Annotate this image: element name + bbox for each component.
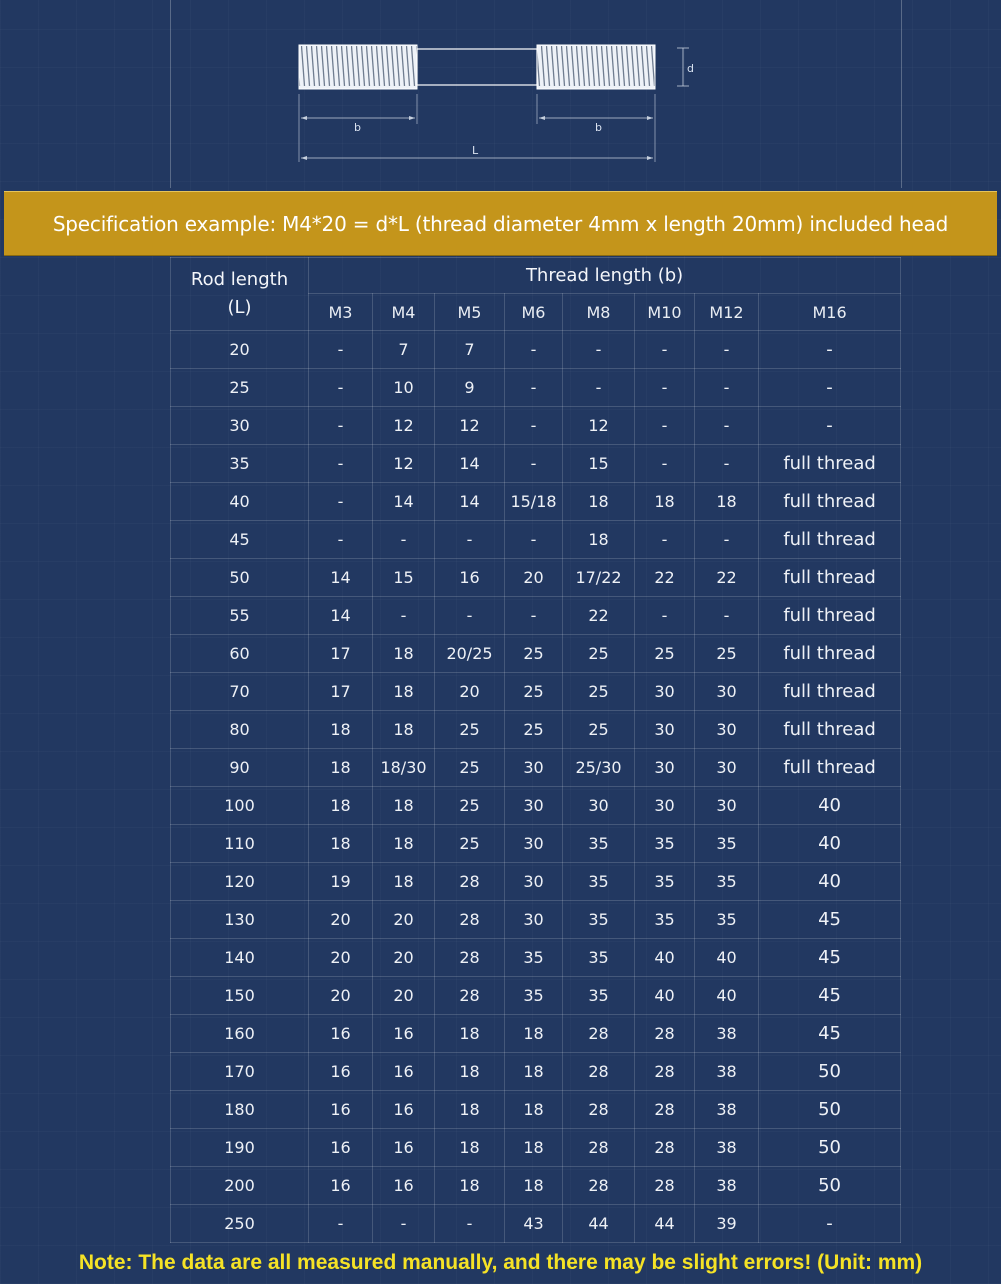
thread-cell-m12: 35 [695, 901, 759, 939]
rod-length-cell: 90 [171, 749, 309, 787]
thread-cell-m8: 28 [563, 1091, 635, 1129]
rod-length-cell: 55 [171, 597, 309, 635]
thread-cell-m3: 18 [309, 749, 373, 787]
rod-length-cell: 180 [171, 1091, 309, 1129]
thread-cell-m8: 25 [563, 673, 635, 711]
thread-cell-m10: - [635, 597, 695, 635]
thread-cell-m16: - [759, 369, 901, 407]
rod-length-cell: 70 [171, 673, 309, 711]
thread-cell-m5: - [435, 1205, 505, 1243]
thread-cell-m16: full thread [759, 445, 901, 483]
thread-cell-m8: 18 [563, 521, 635, 559]
thread-cell-m3: 18 [309, 825, 373, 863]
thread-cell-m3: 20 [309, 977, 373, 1015]
thread-cell-m6: 18 [505, 1167, 563, 1205]
thread-cell-m8: 22 [563, 597, 635, 635]
thread-cell-m12: 38 [695, 1015, 759, 1053]
table-row [171, 1091, 901, 1129]
thread-cell-m5: 20/25 [435, 635, 505, 673]
thread-cell-m16: 50 [759, 1167, 901, 1205]
thread-cell-m16: 45 [759, 901, 901, 939]
thread-cell-m12: - [695, 331, 759, 369]
thread-cell-m8: 25/30 [563, 749, 635, 787]
stud-bolt-diagram [170, 0, 902, 188]
thread-cell-m6: - [505, 597, 563, 635]
thread-cell-m3: 16 [309, 1091, 373, 1129]
thread-cell-m16: 40 [759, 825, 901, 863]
thread-cell-m3: - [309, 445, 373, 483]
thread-cell-m4: - [373, 1205, 435, 1243]
thread-cell-m5: 25 [435, 787, 505, 825]
rod-length-cell: 20 [171, 331, 309, 369]
thread-cell-m6: 15/18 [505, 483, 563, 521]
thread-cell-m6: 18 [505, 1015, 563, 1053]
thread-cell-m16: - [759, 331, 901, 369]
thread-cell-m8: 25 [563, 635, 635, 673]
thread-cell-m5: 9 [435, 369, 505, 407]
thread-cell-m4: 18 [373, 673, 435, 711]
thread-cell-m5: 16 [435, 559, 505, 597]
thread-cell-m6: 18 [505, 1053, 563, 1091]
thread-cell-m4: 16 [373, 1015, 435, 1053]
thread-cell-m16: full thread [759, 711, 901, 749]
label-d: d [687, 62, 694, 75]
table-row [171, 673, 901, 711]
thread-cell-m5: 18 [435, 1053, 505, 1091]
thread-cell-m6: 43 [505, 1205, 563, 1243]
specification-banner [4, 191, 997, 256]
thread-cell-m16: 40 [759, 863, 901, 901]
rod-length-header-line1: Rod length [190, 269, 289, 290]
rod-length-cell: 170 [171, 1053, 309, 1091]
thread-cell-m10: 28 [635, 1091, 695, 1129]
thread-cell-m3: 18 [309, 787, 373, 825]
thread-cell-m8: 35 [563, 977, 635, 1015]
thread-cell-m4: 16 [373, 1129, 435, 1167]
thread-cell-m5: 18 [435, 1015, 505, 1053]
thread-cell-m10: 30 [635, 749, 695, 787]
thread-cell-m8: - [563, 331, 635, 369]
col-header-m10: M10 [635, 294, 695, 331]
thread-cell-m10: - [635, 445, 695, 483]
thread-cell-m3: 16 [309, 1129, 373, 1167]
note-text: Note: The data are all measured manually, and there may be slight errors! (Unit: mm) [78, 1251, 923, 1274]
thread-cell-m5: 14 [435, 445, 505, 483]
thread-cell-m6: 18 [505, 1129, 563, 1167]
thread-cell-m12: 30 [695, 787, 759, 825]
thread-cell-m8: 28 [563, 1053, 635, 1091]
table-row [171, 787, 901, 825]
thread-cell-m5: 18 [435, 1167, 505, 1205]
thread-cell-m8: 25 [563, 711, 635, 749]
thread-cell-m8: - [563, 369, 635, 407]
rod-length-cell: 200 [171, 1167, 309, 1205]
thread-cell-m5: 18 [435, 1129, 505, 1167]
thread-cell-m12: 30 [695, 749, 759, 787]
thread-cell-m12: 35 [695, 825, 759, 863]
rod-length-cell: 50 [171, 559, 309, 597]
table-row [171, 1167, 901, 1205]
table-row [171, 407, 901, 445]
thread-cell-m3: - [309, 369, 373, 407]
rod-length-cell: 35 [171, 445, 309, 483]
rod-length-cell: 190 [171, 1129, 309, 1167]
thread-cell-m3: 17 [309, 673, 373, 711]
thread-cell-m8: 35 [563, 939, 635, 977]
rod-length-cell: 140 [171, 939, 309, 977]
thread-cell-m10: - [635, 407, 695, 445]
label-b-left: b [354, 121, 361, 134]
thread-cell-m3: 17 [309, 635, 373, 673]
thread-cell-m3: 19 [309, 863, 373, 901]
rod-length-cell: 130 [171, 901, 309, 939]
thread-cell-m8: 15 [563, 445, 635, 483]
thread-cell-m4: - [373, 597, 435, 635]
thread-cell-m10: 22 [635, 559, 695, 597]
label-b-right: b [595, 121, 602, 134]
label-L: L [472, 144, 479, 157]
thread-cell-m8: 28 [563, 1167, 635, 1205]
thread-cell-m4: 20 [373, 977, 435, 1015]
table-row [171, 597, 901, 635]
thread-cell-m5: 7 [435, 331, 505, 369]
thread-cell-m3: - [309, 1205, 373, 1243]
thread-cell-m12: 40 [695, 977, 759, 1015]
thread-cell-m4: 12 [373, 407, 435, 445]
thread-cell-m8: 30 [563, 787, 635, 825]
thread-length-table [170, 257, 901, 1243]
thread-cell-m3: 18 [309, 711, 373, 749]
thread-cell-m16: 50 [759, 1053, 901, 1091]
thread-cell-m10: 30 [635, 673, 695, 711]
thread-cell-m12: 38 [695, 1053, 759, 1091]
thread-cell-m6: 30 [505, 787, 563, 825]
measurement-note [0, 1246, 1001, 1280]
thread-cell-m3: 16 [309, 1053, 373, 1091]
thread-cell-m4: 18/30 [373, 749, 435, 787]
thread-cell-m10: 18 [635, 483, 695, 521]
table-row [171, 445, 901, 483]
thread-cell-m5: 28 [435, 863, 505, 901]
rod-length-cell: 160 [171, 1015, 309, 1053]
thread-cell-m16: 40 [759, 787, 901, 825]
table-header-row [171, 258, 901, 294]
rod-length-cell: 40 [171, 483, 309, 521]
thread-cell-m12: 30 [695, 711, 759, 749]
thread-cell-m12: 38 [695, 1091, 759, 1129]
thread-cell-m16: full thread [759, 673, 901, 711]
table-row [171, 635, 901, 673]
thread-cell-m10: 44 [635, 1205, 695, 1243]
thread-cell-m5: 28 [435, 977, 505, 1015]
thread-cell-m10: 35 [635, 863, 695, 901]
thread-cell-m4: 7 [373, 331, 435, 369]
table-row [171, 521, 901, 559]
thread-cell-m8: 12 [563, 407, 635, 445]
thread-cell-m6: - [505, 331, 563, 369]
table-row [171, 749, 901, 787]
thread-cell-m4: 18 [373, 787, 435, 825]
thread-cell-m5: 12 [435, 407, 505, 445]
table-row [171, 559, 901, 597]
col-header-m3: M3 [309, 294, 373, 331]
thread-cell-m6: 20 [505, 559, 563, 597]
thread-cell-m10: 25 [635, 635, 695, 673]
table-row [171, 1053, 901, 1091]
thread-cell-m6: 25 [505, 711, 563, 749]
thread-cell-m10: 28 [635, 1015, 695, 1053]
thread-cell-m6: 25 [505, 673, 563, 711]
thread-cell-m5: 25 [435, 711, 505, 749]
thread-cell-m4: 16 [373, 1053, 435, 1091]
thread-cell-m6: 35 [505, 939, 563, 977]
thread-cell-m6: 18 [505, 1091, 563, 1129]
thread-cell-m4: 20 [373, 939, 435, 977]
thread-cell-m10: 40 [635, 939, 695, 977]
thread-cell-m10: 28 [635, 1129, 695, 1167]
thread-cell-m16: full thread [759, 559, 901, 597]
thread-cell-m3: 20 [309, 939, 373, 977]
thread-cell-m4: 16 [373, 1167, 435, 1205]
table-row [171, 977, 901, 1015]
thread-cell-m3: 20 [309, 901, 373, 939]
stud-bolt-drawing [171, 0, 903, 188]
thread-cell-m12: - [695, 407, 759, 445]
thread-length-header: Thread length (b) [309, 258, 901, 294]
thread-cell-m12: - [695, 597, 759, 635]
rod-shank [417, 49, 537, 85]
table-row [171, 863, 901, 901]
thread-cell-m12: 30 [695, 673, 759, 711]
rod-length-header-line2: (L) [227, 297, 252, 318]
thread-cell-m16: 50 [759, 1091, 901, 1129]
thread-cell-m6: 30 [505, 825, 563, 863]
col-header-m6: M6 [505, 294, 563, 331]
thread-cell-m12: 40 [695, 939, 759, 977]
thread-cell-m3: - [309, 407, 373, 445]
thread-cell-m12: - [695, 369, 759, 407]
thread-cell-m12: 39 [695, 1205, 759, 1243]
thread-cell-m16: 50 [759, 1129, 901, 1167]
thread-cell-m4: 18 [373, 825, 435, 863]
table-body [171, 331, 901, 1243]
table-row [171, 483, 901, 521]
thread-cell-m5: 28 [435, 939, 505, 977]
rod-length-cell: 120 [171, 863, 309, 901]
col-header-m16: M16 [759, 294, 901, 331]
thread-cell-m4: 18 [373, 863, 435, 901]
thread-cell-m16: 45 [759, 939, 901, 977]
rod-length-cell: 110 [171, 825, 309, 863]
table-row [171, 901, 901, 939]
table-row [171, 1205, 901, 1243]
thread-cell-m5: - [435, 521, 505, 559]
thread-cell-m12: - [695, 445, 759, 483]
thread-cell-m16: full thread [759, 483, 901, 521]
thread-cell-m16: full thread [759, 597, 901, 635]
thread-cell-m8: 28 [563, 1015, 635, 1053]
rod-length-cell: 250 [171, 1205, 309, 1243]
thread-cell-m16: 45 [759, 1015, 901, 1053]
thread-cell-m8: 35 [563, 863, 635, 901]
thread-cell-m16: 45 [759, 977, 901, 1015]
rod-length-cell: 150 [171, 977, 309, 1015]
thread-cell-m5: 28 [435, 901, 505, 939]
thread-cell-m5: 20 [435, 673, 505, 711]
thread-cell-m4: 12 [373, 445, 435, 483]
thread-cell-m10: - [635, 521, 695, 559]
thread-cell-m4: 20 [373, 901, 435, 939]
thread-cell-m4: 15 [373, 559, 435, 597]
thread-cell-m4: 18 [373, 711, 435, 749]
thread-cell-m16: - [759, 407, 901, 445]
table-row [171, 711, 901, 749]
thread-cell-m3: 14 [309, 559, 373, 597]
thread-cell-m4: 16 [373, 1091, 435, 1129]
thread-cell-m5: 25 [435, 825, 505, 863]
rod-length-cell: 60 [171, 635, 309, 673]
thread-cell-m10: 30 [635, 787, 695, 825]
thread-cell-m12: 22 [695, 559, 759, 597]
thread-cell-m4: 10 [373, 369, 435, 407]
thread-cell-m12: 38 [695, 1167, 759, 1205]
thread-cell-m6: - [505, 369, 563, 407]
rod-length-cell: 45 [171, 521, 309, 559]
thread-cell-m6: - [505, 445, 563, 483]
thread-cell-m6: 35 [505, 977, 563, 1015]
rod-length-cell: 25 [171, 369, 309, 407]
specification-text: Specification example: M4*20 = d*L (thread diameter 4mm x length 20mm) included head [52, 211, 949, 236]
col-header-m8: M8 [563, 294, 635, 331]
thread-cell-m8: 18 [563, 483, 635, 521]
thread-cell-m8: 17/22 [563, 559, 635, 597]
thread-cell-m16: full thread [759, 749, 901, 787]
thread-cell-m12: 18 [695, 483, 759, 521]
table-row [171, 1015, 901, 1053]
thread-cell-m5: 14 [435, 483, 505, 521]
thread-cell-m5: 25 [435, 749, 505, 787]
thread-cell-m10: - [635, 331, 695, 369]
thread-cell-m16: - [759, 1205, 901, 1243]
thread-cell-m6: 30 [505, 863, 563, 901]
thread-cell-m5: - [435, 597, 505, 635]
thread-cell-m10: 28 [635, 1053, 695, 1091]
thread-cell-m8: 35 [563, 901, 635, 939]
rod-length-cell: 30 [171, 407, 309, 445]
thread-cell-m6: 30 [505, 901, 563, 939]
thread-cell-m8: 35 [563, 825, 635, 863]
thread-cell-m3: - [309, 521, 373, 559]
thread-cell-m4: 18 [373, 635, 435, 673]
table-row [171, 369, 901, 407]
thread-cell-m10: 30 [635, 711, 695, 749]
col-header-m5: M5 [435, 294, 505, 331]
thread-cell-m8: 28 [563, 1129, 635, 1167]
thread-cell-m3: - [309, 331, 373, 369]
thread-cell-m6: 25 [505, 635, 563, 673]
thread-cell-m10: 35 [635, 901, 695, 939]
thread-cell-m10: 28 [635, 1167, 695, 1205]
table-row [171, 939, 901, 977]
thread-cell-m5: 18 [435, 1091, 505, 1129]
table-row [171, 1129, 901, 1167]
thread-cell-m12: 25 [695, 635, 759, 673]
thread-cell-m6: - [505, 521, 563, 559]
thread-cell-m3: 14 [309, 597, 373, 635]
rod-length-cell: 80 [171, 711, 309, 749]
thread-cell-m10: - [635, 369, 695, 407]
thread-cell-m6: 30 [505, 749, 563, 787]
thread-cell-m6: - [505, 407, 563, 445]
table-row [171, 825, 901, 863]
thread-cell-m3: 16 [309, 1015, 373, 1053]
thread-cell-m4: - [373, 521, 435, 559]
rod-length-header [171, 258, 309, 331]
thread-cell-m12: 35 [695, 863, 759, 901]
thread-cell-m10: 35 [635, 825, 695, 863]
col-header-m12: M12 [695, 294, 759, 331]
thread-cell-m3: 16 [309, 1167, 373, 1205]
thread-cell-m10: 40 [635, 977, 695, 1015]
thread-cell-m4: 14 [373, 483, 435, 521]
left-thread [299, 45, 417, 89]
col-header-m4: M4 [373, 294, 435, 331]
thread-cell-m16: full thread [759, 635, 901, 673]
thread-cell-m3: - [309, 483, 373, 521]
thread-cell-m16: full thread [759, 521, 901, 559]
rod-length-cell: 100 [171, 787, 309, 825]
table-row [171, 331, 901, 369]
right-thread [537, 45, 655, 89]
thread-cell-m12: 38 [695, 1129, 759, 1167]
thread-cell-m8: 44 [563, 1205, 635, 1243]
thread-cell-m12: - [695, 521, 759, 559]
